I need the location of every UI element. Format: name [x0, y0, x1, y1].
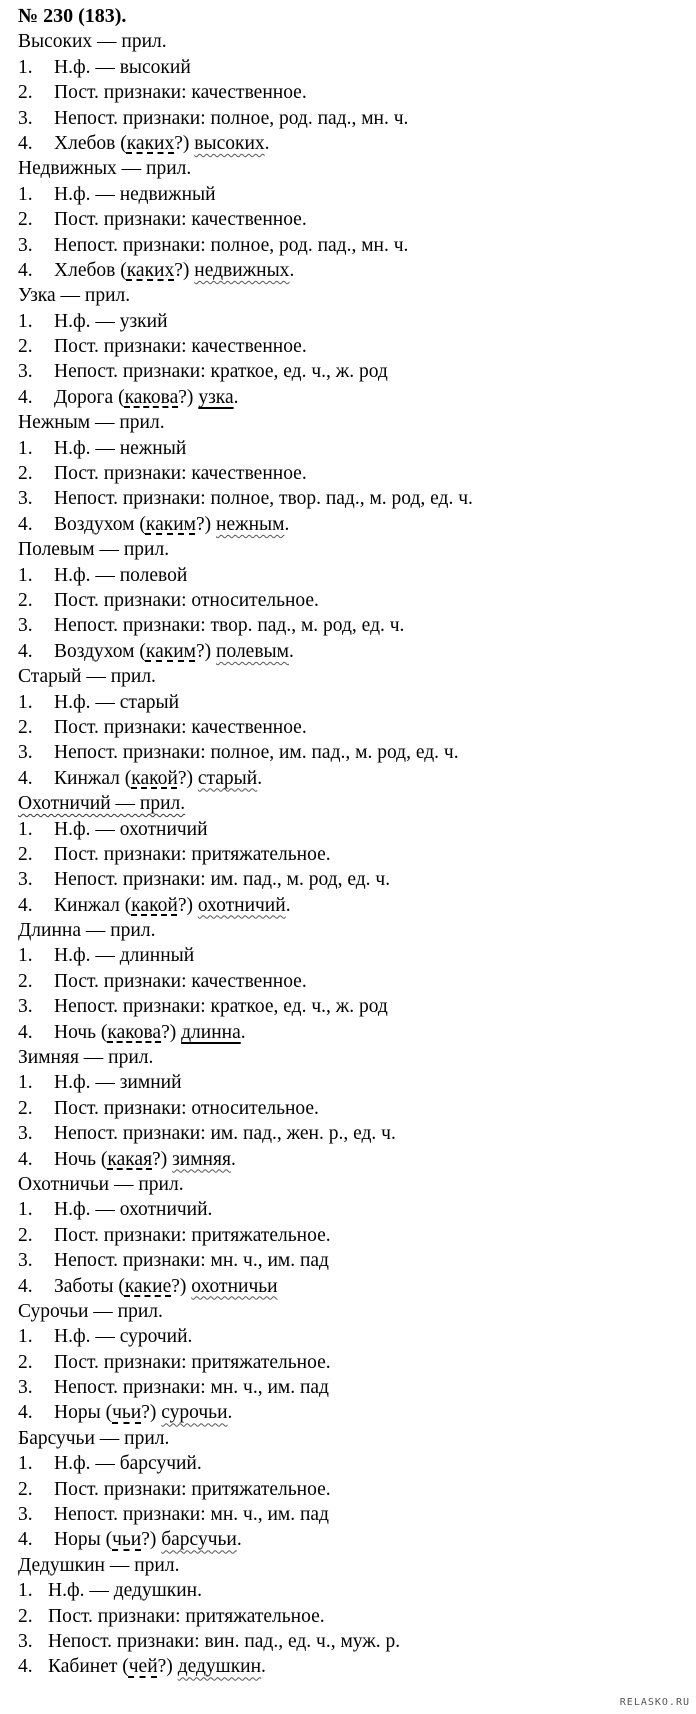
example-adjective: барсучьи: [161, 1529, 237, 1551]
entry-item: [18, 842, 690, 867]
entry-example: 4. Норы (чьи?) барсучьи.: [18, 1527, 690, 1552]
entry-example: 4. Хлебов (каких?) высоких.: [18, 131, 690, 156]
item-text: Непост. признаки: мн. ч., им. пад: [54, 1377, 329, 1399]
example-adjective: высоких: [194, 132, 265, 154]
item-text: Н.ф. — дедушкин.: [48, 1580, 202, 1602]
item-text: Н.ф. — полевой: [54, 564, 188, 586]
example-question: какова: [124, 386, 179, 408]
item-text: Н.ф. — узкий: [54, 310, 168, 332]
entry-heading: Нежным — прил.: [18, 412, 165, 434]
example-end: .: [285, 894, 291, 916]
example-adjective: зимняя: [172, 1148, 231, 1170]
entry-item: [18, 1477, 690, 1502]
item-number: 2.: [18, 1224, 33, 1246]
example-noun: Норы: [54, 1402, 101, 1424]
item-text: Пост. признаки: качественное.: [54, 463, 307, 485]
example-adjective: длинна: [181, 1021, 241, 1043]
item-text: Пост. признаки: качественное.: [54, 336, 307, 358]
example-noun: Хлебов: [54, 259, 116, 281]
item-number: 3.: [18, 1377, 33, 1399]
item-text: Пост. признаки: притяжательное.: [54, 843, 331, 865]
item-text: Н.ф. — длинный: [54, 945, 195, 967]
item-text: Н.ф. — зимний: [54, 1072, 182, 1094]
item-number: 1.: [18, 1453, 33, 1475]
item-number: 1.: [18, 310, 33, 332]
item-number: 1.: [18, 1326, 33, 1348]
item-number: 2.: [18, 716, 33, 738]
entry-example: 4. Норы (чьи?) сурочьи.: [18, 1400, 690, 1425]
entry-item: [18, 1070, 690, 1095]
item-number: 3.: [18, 361, 33, 383]
entry-item: [18, 969, 690, 994]
example-question: чьи: [112, 1529, 142, 1551]
item-text: Н.ф. — охотничий.: [54, 1199, 213, 1221]
example-end: .: [264, 132, 270, 154]
item-number: 2.: [18, 82, 33, 104]
item-text: Н.ф. — охотничий: [54, 818, 208, 840]
example-noun: Кинжал: [54, 894, 120, 916]
item-text: Пост. признаки: качественное.: [54, 82, 307, 104]
example-question: чьи: [112, 1402, 142, 1424]
item-text: Непост. признаки: вин. пад., ед. ч., муж. р.: [48, 1631, 401, 1652]
item-text: Пост. признаки: притяжательное.: [54, 1351, 331, 1373]
example-end: .: [240, 1021, 246, 1043]
example-end: .: [227, 1402, 233, 1424]
item-number: 2.: [18, 589, 33, 611]
entry-item: [18, 1121, 690, 1146]
entry-heading: Старый — прил.: [18, 666, 156, 688]
item-text: Непост. признаки: им. пад., м. род, ед. ч.: [54, 869, 391, 891]
item-number: 1.: [18, 56, 33, 78]
entry-item: [18, 1502, 690, 1527]
example-adjective: дедушкин: [177, 1656, 262, 1678]
entry-example: 4. Воздухом (каким?) нежным.: [18, 512, 690, 537]
entry-item: [18, 1248, 690, 1273]
item-number: 1.: [18, 437, 33, 459]
entry-item: [18, 80, 690, 105]
item-text: Пост. признаки: качественное.: [54, 970, 307, 992]
item-number: 2.: [18, 463, 33, 485]
example-question: каких: [126, 259, 175, 281]
entry-example: 4. Воздухом (каким?) полевым.: [18, 639, 690, 664]
entry-heading: Высоких — прил.: [18, 31, 167, 53]
item-text: Н.ф. — недвижный: [54, 183, 216, 205]
entry-item: [18, 1629, 690, 1654]
entry-item: [18, 613, 690, 638]
entry-example: 4. Ночь (какова?) длинна.: [18, 1020, 690, 1045]
example-adjective: охотничьи: [191, 1275, 278, 1297]
item-text: Н.ф. — сурочий.: [54, 1326, 193, 1348]
item-number: 2.: [18, 336, 33, 358]
entry-item: [18, 563, 690, 588]
entry-item: [18, 55, 690, 80]
item-number: 4.: [18, 513, 33, 535]
entry-heading: Дедушкин — прил.: [18, 1554, 180, 1576]
item-number: 4.: [18, 1529, 33, 1551]
item-number: 4.: [18, 1402, 33, 1424]
example-question: какова: [107, 1021, 162, 1043]
entry-item: [18, 207, 690, 232]
entry-example: 4. Заботы (какие?) охотничьи: [18, 1274, 690, 1299]
entry-item: [18, 740, 690, 765]
example-end: .: [257, 767, 263, 789]
item-number: 2.: [18, 1605, 33, 1627]
entry-example: 4. Кинжал (какой?) охотничий.: [18, 893, 690, 918]
example-question: какая: [107, 1148, 153, 1170]
watermark: RELASKO.RU: [619, 1697, 690, 1708]
item-number: 4.: [18, 259, 33, 281]
entry-heading: Барсучьи — прил.: [18, 1427, 170, 1449]
item-text: Н.ф. — высокий: [54, 56, 191, 78]
item-number: 4.: [18, 386, 33, 408]
item-text: Непост. признаки: краткое, ед. ч., ж. род: [54, 361, 388, 383]
item-text: Непост. признаки: полное, род. пад., мн. ч.: [54, 234, 409, 256]
entry-example: 4. Хлебов (каких?) недвижных.: [18, 258, 690, 283]
item-number: 1.: [18, 1072, 33, 1094]
entry-item: [18, 436, 690, 461]
item-text: Н.ф. — старый: [54, 691, 180, 713]
example-adjective: узка: [198, 386, 234, 408]
entry-item: [18, 943, 690, 968]
entry-item: [18, 486, 690, 511]
example-noun: Хлебов: [54, 132, 116, 154]
item-text: Непост. признаки: им. пад., жен. р., ед. ч.: [54, 1123, 396, 1145]
entry-example: 4. Кинжал (какой?) старый.: [18, 766, 690, 791]
entry-example: 4. Кабинет (чей?) дедушкин.: [18, 1654, 690, 1679]
example-question: каким: [145, 513, 196, 535]
item-number: 4.: [18, 132, 33, 154]
item-number: 2.: [18, 970, 33, 992]
item-number: 1.: [18, 818, 33, 840]
item-number: 4.: [18, 767, 33, 789]
item-text: Н.ф. — нежный: [54, 437, 187, 459]
example-noun: Дорога: [54, 386, 114, 408]
item-text: Непост. признаки: полное, род. пад., мн. ч.: [54, 107, 409, 129]
item-text: Пост. признаки: относительное.: [54, 589, 319, 611]
item-number: 4.: [18, 1021, 33, 1043]
document: [18, 4, 690, 1680]
entry-item: [18, 1604, 690, 1629]
example-adjective: старый: [197, 767, 258, 789]
entry-heading: Длинна — прил.: [18, 920, 156, 942]
entry-heading: Зимняя — прил.: [18, 1047, 154, 1069]
item-number: 1.: [18, 183, 33, 205]
item-text: Непост. признаки: мн. ч., им. пад: [54, 1250, 329, 1272]
example-end: .: [289, 259, 295, 281]
example-adjective: полевым: [216, 640, 289, 662]
entry-example: 4. Дорога (какова?) узка.: [18, 385, 690, 410]
item-number: 3.: [18, 488, 33, 510]
item-number: 3.: [18, 742, 33, 764]
example-noun: Воздухом: [54, 513, 135, 535]
example-question: какие: [124, 1275, 172, 1297]
item-number: 1.: [18, 945, 33, 967]
entry-heading: Недвижных — прил.: [18, 158, 192, 180]
item-number: 1.: [18, 564, 33, 586]
entry-item: [18, 334, 690, 359]
entry-heading: Узка — прил.: [18, 285, 131, 307]
entry-item: [18, 1324, 690, 1349]
item-number: 3.: [18, 107, 33, 129]
entry-item: [18, 817, 690, 842]
item-text: Н.ф. — барсучий.: [54, 1453, 202, 1475]
item-number: 1.: [18, 691, 33, 713]
example-end: .: [233, 386, 239, 408]
item-number: 1.: [18, 1580, 33, 1602]
exercise-title: № 230 (183).: [18, 5, 127, 27]
entry-example: 4. Ночь (какая?) зимняя.: [18, 1147, 690, 1172]
item-text: Непост. признаки: полное, твор. пад., м. род, ед. ч.: [54, 488, 473, 510]
example-question: каким: [145, 640, 196, 662]
item-text: Пост. признаки: качественное.: [54, 209, 307, 231]
item-number: 3.: [18, 615, 33, 637]
example-noun: Кабинет: [48, 1656, 118, 1678]
item-number: 3.: [18, 869, 33, 891]
item-text: Пост. признаки: относительное.: [54, 1097, 319, 1119]
item-text: Непост. признаки: полное, им. пад., м. род, ед. ч.: [54, 742, 459, 764]
item-text: Непост. признаки: краткое, ед. ч., ж. род: [54, 996, 388, 1018]
item-number: 2.: [18, 209, 33, 231]
example-question: какой: [131, 894, 178, 916]
example-end: .: [230, 1148, 236, 1170]
item-number: 4.: [18, 1148, 33, 1170]
entry-item: [18, 1350, 690, 1375]
entry-item: [18, 182, 690, 207]
example-end: .: [236, 1529, 242, 1551]
item-number: 3.: [18, 1504, 33, 1526]
entries-list: [18, 29, 690, 1679]
item-number: 2.: [18, 1351, 33, 1373]
entry-item: [18, 233, 690, 258]
entry-heading: Охотничий — прил.: [18, 793, 186, 815]
example-question: каких: [126, 132, 175, 154]
example-noun: Ночь: [54, 1021, 97, 1043]
example-end: .: [284, 513, 290, 535]
item-number: 3.: [18, 1123, 33, 1145]
example-adjective: сурочьи: [161, 1402, 228, 1424]
example-adjective: нежным: [216, 513, 285, 535]
entry-item: [18, 994, 690, 1019]
item-text: Пост. признаки: притяжательное.: [54, 1224, 331, 1246]
entry-item: [18, 1375, 690, 1400]
entry-item: [18, 1223, 690, 1248]
example-adjective: охотничий: [197, 894, 286, 916]
item-number: 4.: [18, 1275, 33, 1297]
entry-item: [18, 1451, 690, 1476]
entry-item: [18, 309, 690, 334]
entry-item: [18, 867, 690, 892]
entry-heading: Сурочьи — прил.: [18, 1300, 163, 1322]
entry-heading: Охотничьи — прил.: [18, 1173, 184, 1195]
entry-item: [18, 588, 690, 613]
item-number: 3.: [18, 1631, 33, 1652]
example-noun: Норы: [54, 1529, 101, 1551]
entry-item: [18, 461, 690, 486]
example-question: чей: [128, 1656, 158, 1678]
item-text: Пост. признаки: притяжательное.: [48, 1605, 325, 1627]
item-text: Непост. признаки: твор. пад., м. род, ед. ч.: [54, 615, 405, 637]
example-noun: Ночь: [54, 1148, 97, 1170]
item-number: 4.: [18, 894, 33, 916]
item-text: Пост. признаки: качественное.: [54, 716, 307, 738]
example-end: .: [261, 1656, 266, 1678]
item-number: 1.: [18, 1199, 33, 1221]
item-number: 2.: [18, 1097, 33, 1119]
item-number: 3.: [18, 234, 33, 256]
item-number: 2.: [18, 1478, 33, 1500]
item-text: Пост. признаки: притяжательное.: [54, 1478, 331, 1500]
entry-item: [18, 715, 690, 740]
example-end: .: [288, 640, 294, 662]
example-question: какой: [131, 767, 178, 789]
item-number: 2.: [18, 843, 33, 865]
entry-item: [18, 1578, 690, 1603]
example-noun: Кинжал: [54, 767, 120, 789]
entry-item: [18, 1197, 690, 1222]
item-number: 3.: [18, 996, 33, 1018]
example-noun: Заботы: [54, 1275, 114, 1297]
item-text: Непост. признаки: мн. ч., им. пад: [54, 1504, 329, 1526]
entry-item: [18, 690, 690, 715]
example-noun: Воздухом: [54, 640, 135, 662]
item-number: 3.: [18, 1250, 33, 1272]
entry-item: [18, 359, 690, 384]
entry-item: [18, 1096, 690, 1121]
item-number: 4.: [18, 1656, 33, 1678]
example-adjective: недвижных: [194, 259, 290, 281]
entry-heading: Полевым — прил.: [18, 539, 170, 561]
entry-item: [18, 106, 690, 131]
item-number: 4.: [18, 640, 33, 662]
